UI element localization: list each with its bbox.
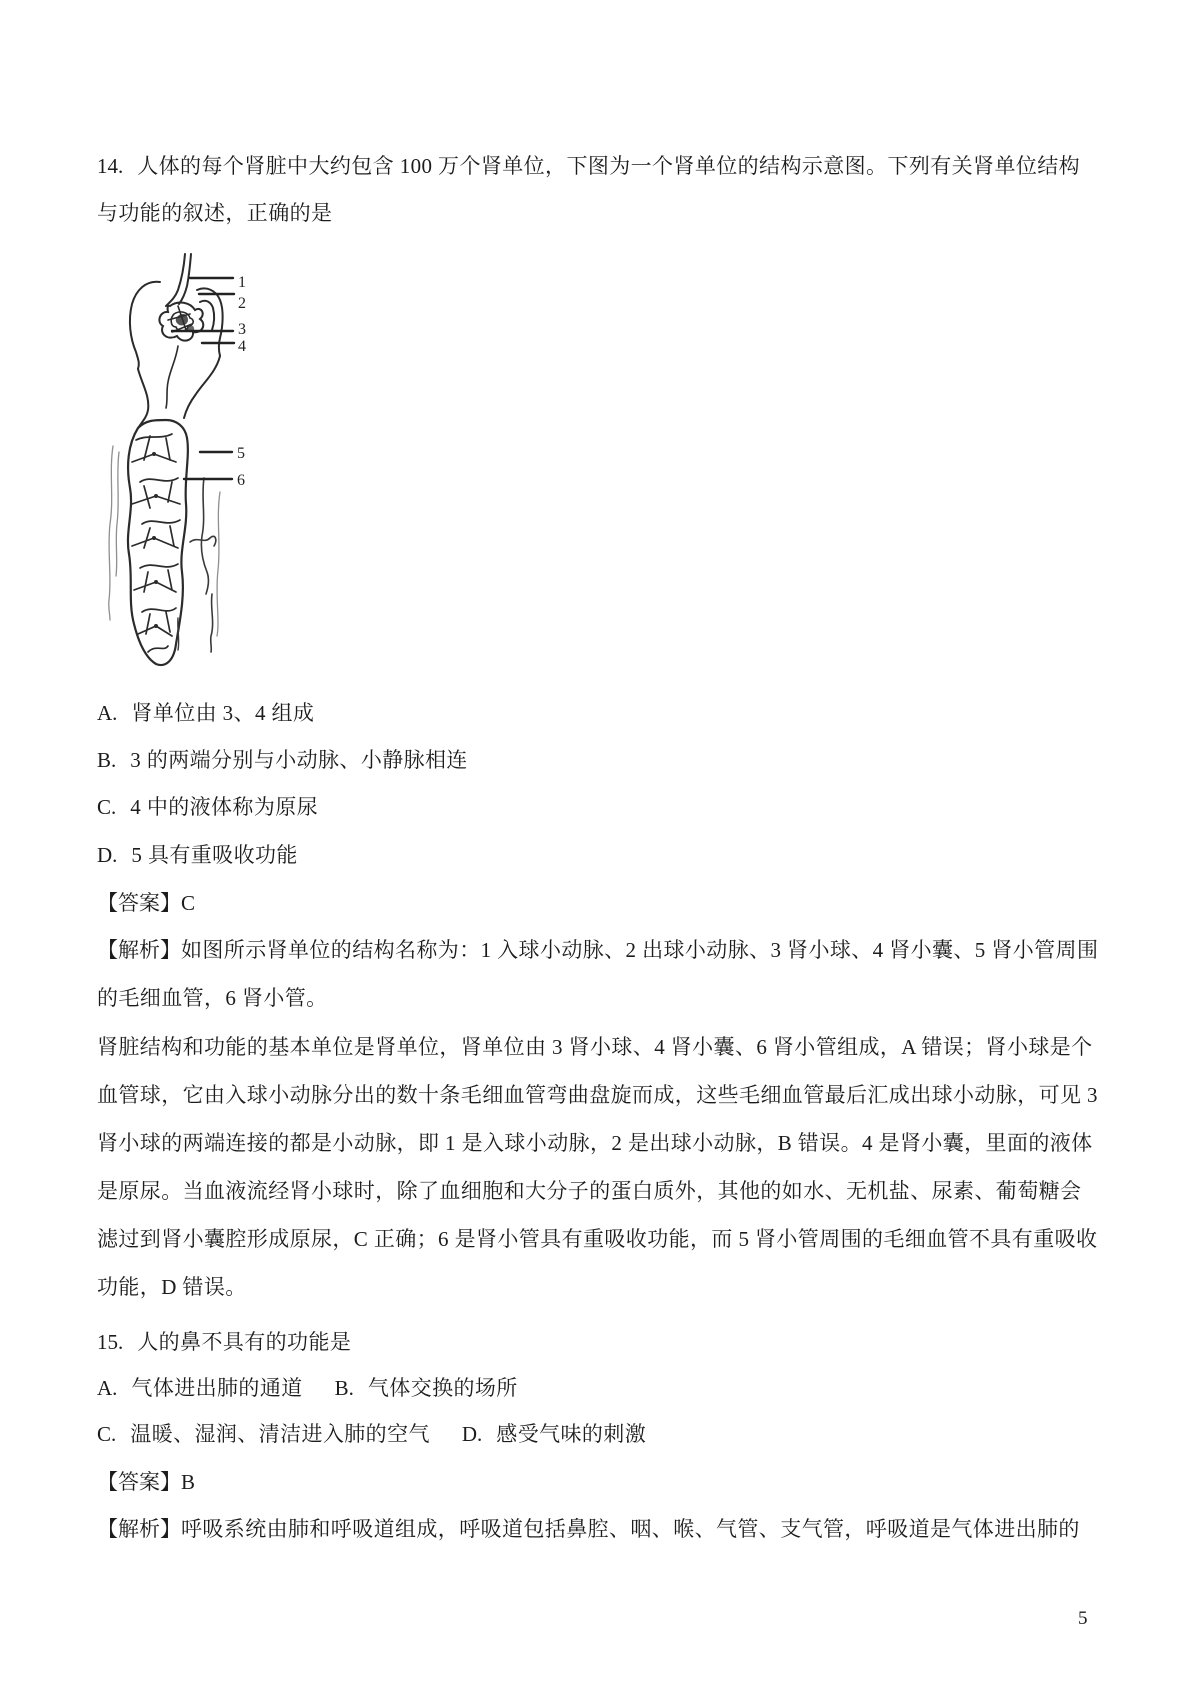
- q15-answer-label: 【答案】: [97, 1470, 181, 1494]
- q14-option-a-label: A.: [97, 701, 118, 725]
- figure-label-3: 3: [238, 321, 246, 338]
- q14-analysis-line-3: [97, 1035, 1107, 1061]
- q14-analysis-line-7: [97, 1227, 1107, 1253]
- q14-option-a: [97, 701, 1107, 727]
- q15-option-b: [335, 1376, 518, 1400]
- q14-answer-label: 【答案】: [97, 891, 181, 915]
- q14-option-c: [97, 795, 1107, 821]
- q14-analysis-text-5: 肾小球的两端连接的都是小动脉，即 1 是入球小动脉，2 是出球小动脉，B 错误。4 是肾小囊，里面的液体: [97, 1131, 1093, 1155]
- q14-analysis-line-4: [97, 1083, 1107, 1109]
- figure-label-1: 1: [238, 274, 246, 291]
- q15-option-c-text: 温暖、湿润、清洁进入肺的空气: [130, 1422, 430, 1446]
- q15-analysis-label: 【解析】: [97, 1517, 181, 1541]
- q15-answer-line: [97, 1470, 1107, 1496]
- q14-option-d: [97, 843, 1107, 869]
- figure-label-2: 2: [238, 295, 246, 312]
- q14-option-b-text: 3 的两端分别与小动脉、小静脉相连: [130, 748, 468, 772]
- q14-answer-value: C: [181, 891, 196, 915]
- q14-analysis-text-2: 的毛细血管，6 肾小管。: [97, 986, 328, 1010]
- nephron-drawing: [109, 254, 234, 665]
- nephron-sketch: [98, 242, 254, 672]
- q14-option-b: [97, 748, 1107, 774]
- figure-label-5: 5: [237, 445, 245, 462]
- q15-option-d-label: D.: [461, 1422, 483, 1446]
- q15-options-row-1: [97, 1376, 1107, 1402]
- q14-analysis-text-4: 血管球，它由入球小动脉分出的数十条毛细血管弯曲盘旋而成，这些毛细血管最后汇成出球小动脉，可见 3: [97, 1083, 1098, 1107]
- q15-number: 15.: [97, 1330, 124, 1354]
- figure-label-4: 4: [238, 338, 246, 355]
- q15-stem-line: [97, 1330, 1107, 1356]
- q14-analysis-line-5: [97, 1131, 1107, 1157]
- q14-analysis-text-6: 是原尿。当血液流经肾小球时，除了血细胞和大分子的蛋白质外，其他的如水、无机盐、尿素、葡萄糖会: [97, 1179, 1082, 1203]
- q14-analysis-text-7: 滤过到肾小囊腔形成原尿，C 正确；6 是肾小管具有重吸收功能，而 5 肾小管周围的毛细血管不具有重吸收: [97, 1227, 1098, 1251]
- q14-option-d-label: D.: [97, 843, 118, 867]
- q14-stem-text-1: 人体的每个肾脏中大约包含 100 万个肾单位，下图为一个肾单位的结构示意图。下列有关肾单位结构: [137, 154, 1081, 178]
- q15-option-a-text: 气体进出肺的通道: [131, 1376, 303, 1400]
- q14-option-a-text: 肾单位由 3、4 组成: [131, 701, 315, 725]
- q14-analysis-text-1: 如图所示肾单位的结构名称为：1 入球小动脉、2 出球小动脉、3 肾小球、4 肾小囊、5 肾小管周围: [181, 938, 1099, 962]
- q15-option-a: [97, 1376, 303, 1400]
- q15-option-d: [462, 1422, 646, 1446]
- nephron-figure: [98, 242, 254, 672]
- q15-answer-value: B: [181, 1470, 196, 1494]
- q14-stem-line-1: [97, 154, 1107, 180]
- q14-number: 14.: [97, 154, 124, 178]
- page-number: 5: [1078, 1608, 1088, 1629]
- q14-stem-line-2: [97, 201, 1107, 227]
- q14-analysis-line-1: [97, 938, 1107, 964]
- q14-option-c-label: C.: [97, 795, 117, 819]
- q15-options-row-2: [97, 1422, 1107, 1448]
- q14-stem-text-2: 与功能的叙述，正确的是: [97, 201, 333, 225]
- q14-analysis-label: 【解析】: [97, 938, 181, 962]
- q15-option-a-label: A.: [97, 1376, 118, 1400]
- q15-stem-text: 人的鼻不具有的功能是: [137, 1330, 352, 1354]
- q15-option-c: [97, 1422, 430, 1446]
- q14-option-c-text: 4 中的液体称为原尿: [130, 795, 319, 819]
- q14-answer-line: [97, 891, 1107, 917]
- q14-option-b-label: B.: [97, 748, 117, 772]
- q15-analysis-line: [97, 1517, 1107, 1543]
- q14-analysis-line-6: [97, 1179, 1107, 1205]
- q15-analysis-text: 呼吸系统由肺和呼吸道组成，呼吸道包括鼻腔、咽、喉、气管、支气管，呼吸道是气体进出肺的: [181, 1517, 1080, 1541]
- q14-analysis-text-8: 功能，D 错误。: [97, 1275, 247, 1299]
- figure-label-6: 6: [237, 472, 245, 489]
- q14-analysis-text-3: 肾脏结构和功能的基本单位是肾单位，肾单位由 3 肾小球、4 肾小囊、6 肾小管组成，A 错误；肾小球是个: [97, 1035, 1093, 1059]
- q15-option-c-label: C.: [97, 1422, 117, 1446]
- q15-option-d-text: 感受气味的刺激: [496, 1422, 647, 1446]
- q15-option-b-text: 气体交换的场所: [367, 1376, 518, 1400]
- q14-analysis-line-8: [97, 1275, 1107, 1301]
- q15-option-b-label: B.: [334, 1376, 354, 1400]
- q14-analysis-line-2: [97, 986, 1107, 1012]
- q14-option-d-text: 5 具有重吸收功能: [131, 843, 298, 867]
